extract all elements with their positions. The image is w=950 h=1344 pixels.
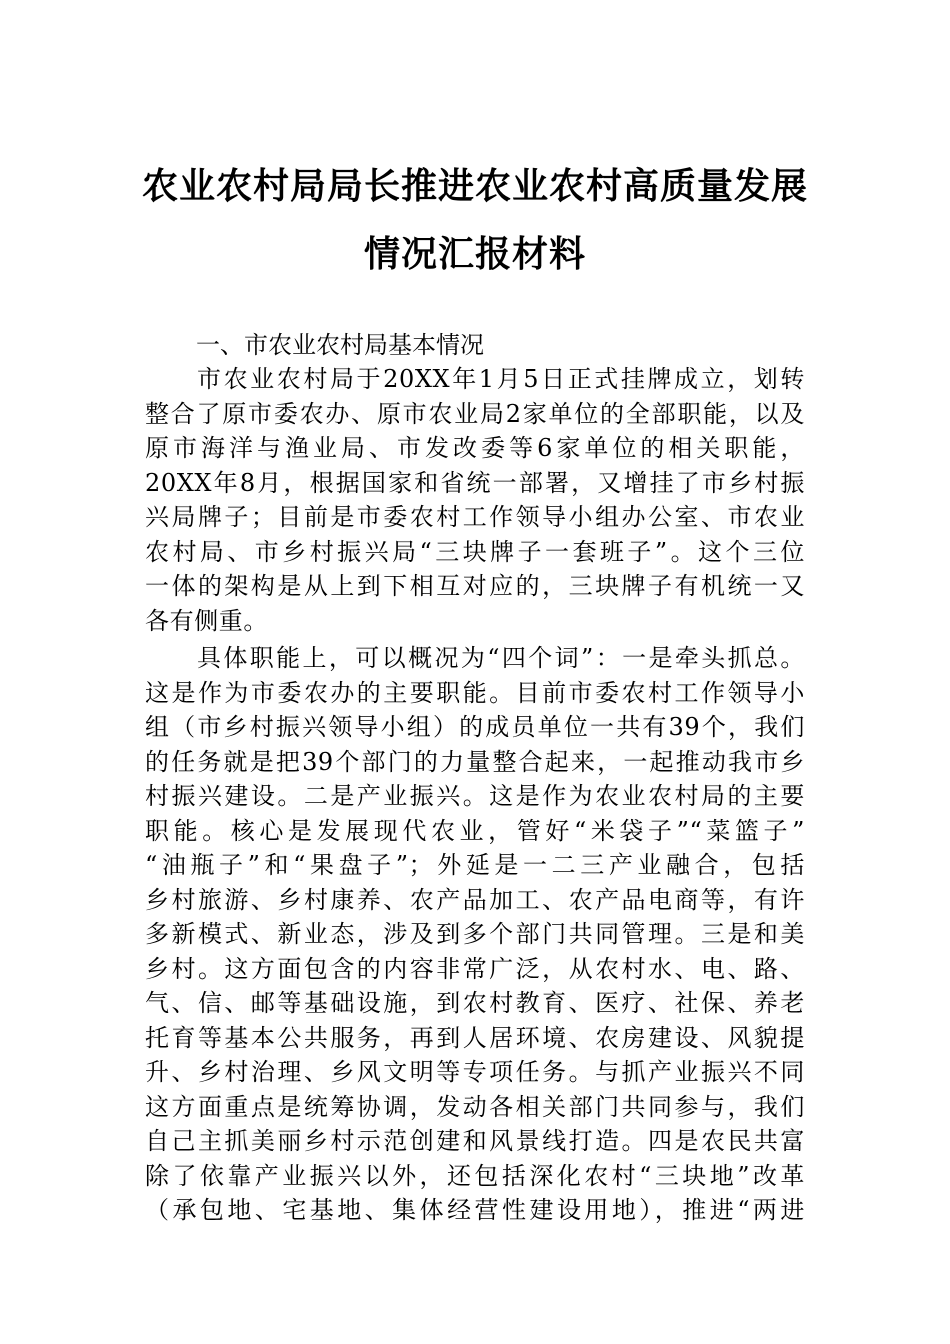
paragraph-line: 这是作为市委农办的主要职能。目前市委农村工作领导小 <box>145 678 805 707</box>
paragraph-line: 升、乡村治理、乡风文明等专项任务。与抓产业振兴不同 <box>145 1058 805 1086</box>
paragraph-1 <box>145 362 805 638</box>
paragraph-line: 多新模式、新业态，涉及到多个部门共同管理。三是和美 <box>145 920 805 948</box>
paragraph-line: （承包地、宅基地、集体经营性建设用地），推进“两进 <box>145 1196 805 1224</box>
paragraph-line: 这方面重点是统筹协调，发动各相关部门共同参与，我们 <box>145 1092 805 1121</box>
document-title-line-1: 农业农村局局长推进农业农村高质量发展 <box>141 165 808 207</box>
paragraph-line: 农村局、市乡村振兴局“三块牌子一套班子”。这个三位 <box>145 537 805 566</box>
paragraph-line: 的任务就是把39个部门的力量整合起来，一起推动我市乡 <box>145 747 805 776</box>
paragraph-line: 兴局牌子；目前是市委农村工作领导小组办公室、市农业 <box>145 503 805 531</box>
paragraph-line: 各有侧重。 <box>145 606 268 635</box>
paragraph-line: 原市海洋与渔业局、市发改委等6家单位的相关职能， <box>145 434 805 462</box>
paragraph-line: 组（市乡村振兴领导小组）的成员单位一共有39个，我们 <box>145 713 805 741</box>
document-title-line-2: 情况汇报材料 <box>363 233 586 275</box>
paragraph-line: 具体职能上，可以概况为“四个词”：一是牵头抓总。 <box>197 644 805 672</box>
paragraph-line: 托育等基本公共服务，再到人居环境、农房建设、风貌提 <box>145 1023 805 1052</box>
paragraph-line: 气、信、邮等基础设施，到农村教育、医疗、社保、养老 <box>145 989 805 1017</box>
paragraph-line: 市农业农村局于20XX年1月5日正式挂牌成立，划转 <box>197 365 805 393</box>
paragraph-line: 20XX年8月，根据国家和省统一部署，又增挂了市乡村振 <box>145 468 805 497</box>
paragraph-line: 除了依靠产业振兴以外，还包括深化农村“三块地”改革 <box>145 1161 805 1190</box>
paragraph-line: 整合了原市委农办、原市农业局2家单位的全部职能，以及 <box>145 399 805 428</box>
paragraph-line: 村振兴建设。二是产业振兴。这是作为农业农村局的主要 <box>145 782 805 810</box>
paragraph-line: 乡村旅游、乡村康养、农产品加工、农产品电商等，有许 <box>145 885 805 914</box>
paragraph-2 <box>145 641 805 1228</box>
paragraph-line: 一体的架构是从上到下相互对应的，三块牌子有机统一又 <box>145 572 805 600</box>
paragraph-line: “油瓶子”和“果盘子”；外延是一二三产业融合，包括 <box>145 851 805 879</box>
paragraph-line: 自己主抓美丽乡村示范创建和风景线打造。四是农民共富 <box>145 1127 805 1155</box>
paragraph-line: 职能。核心是发展现代农业，管好“米袋子”“菜篮子” <box>145 816 805 845</box>
section-1-heading: 一、市农业农村局基本情况 <box>196 331 484 359</box>
paragraph-line: 乡村。这方面包含的内容非常广泛，从农村水、电、路、 <box>145 954 805 983</box>
